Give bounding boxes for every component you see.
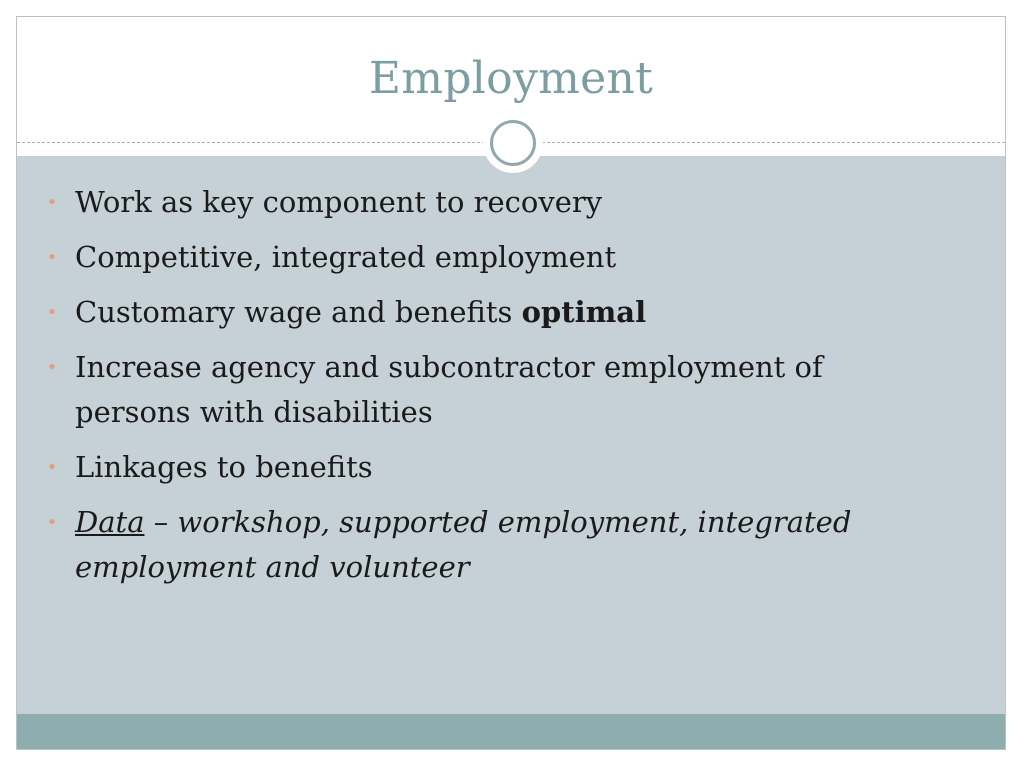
ring-icon [490, 120, 536, 166]
bullet-icon: • [46, 247, 58, 268]
bullet-icon: • [46, 512, 58, 533]
bullet-item [45, 180, 945, 225]
content-area [17, 156, 1005, 716]
bullet-icon: • [46, 302, 58, 323]
data-term: Data [75, 505, 145, 539]
bullet-icon: • [46, 357, 58, 378]
bullet-text: Customary wage and benefits [75, 295, 522, 329]
bullet-text: – workshop, supported employment, integrated employment and volunteer [75, 505, 852, 584]
title-ornament [483, 113, 543, 173]
bullet-text: Work as key component to recovery [75, 185, 603, 219]
bullet-bold-text: optimal [521, 295, 647, 329]
bullet-text: Increase agency and subcontractor employment of persons with disabilities [75, 350, 823, 429]
bullet-icon: • [46, 192, 58, 213]
bullet-text: Linkages to benefits [75, 450, 373, 484]
footer-bar [17, 714, 1005, 749]
slide-title: Employment [368, 53, 654, 104]
slide [16, 16, 1006, 750]
bullet-item [45, 235, 945, 280]
bullet-list [45, 180, 945, 600]
bullet-item [45, 500, 945, 590]
bullet-item [45, 290, 945, 335]
bullet-item [45, 445, 945, 490]
bullet-icon: • [46, 457, 58, 478]
bullet-text: Competitive, integrated employment [75, 240, 617, 274]
bullet-item [45, 345, 945, 435]
